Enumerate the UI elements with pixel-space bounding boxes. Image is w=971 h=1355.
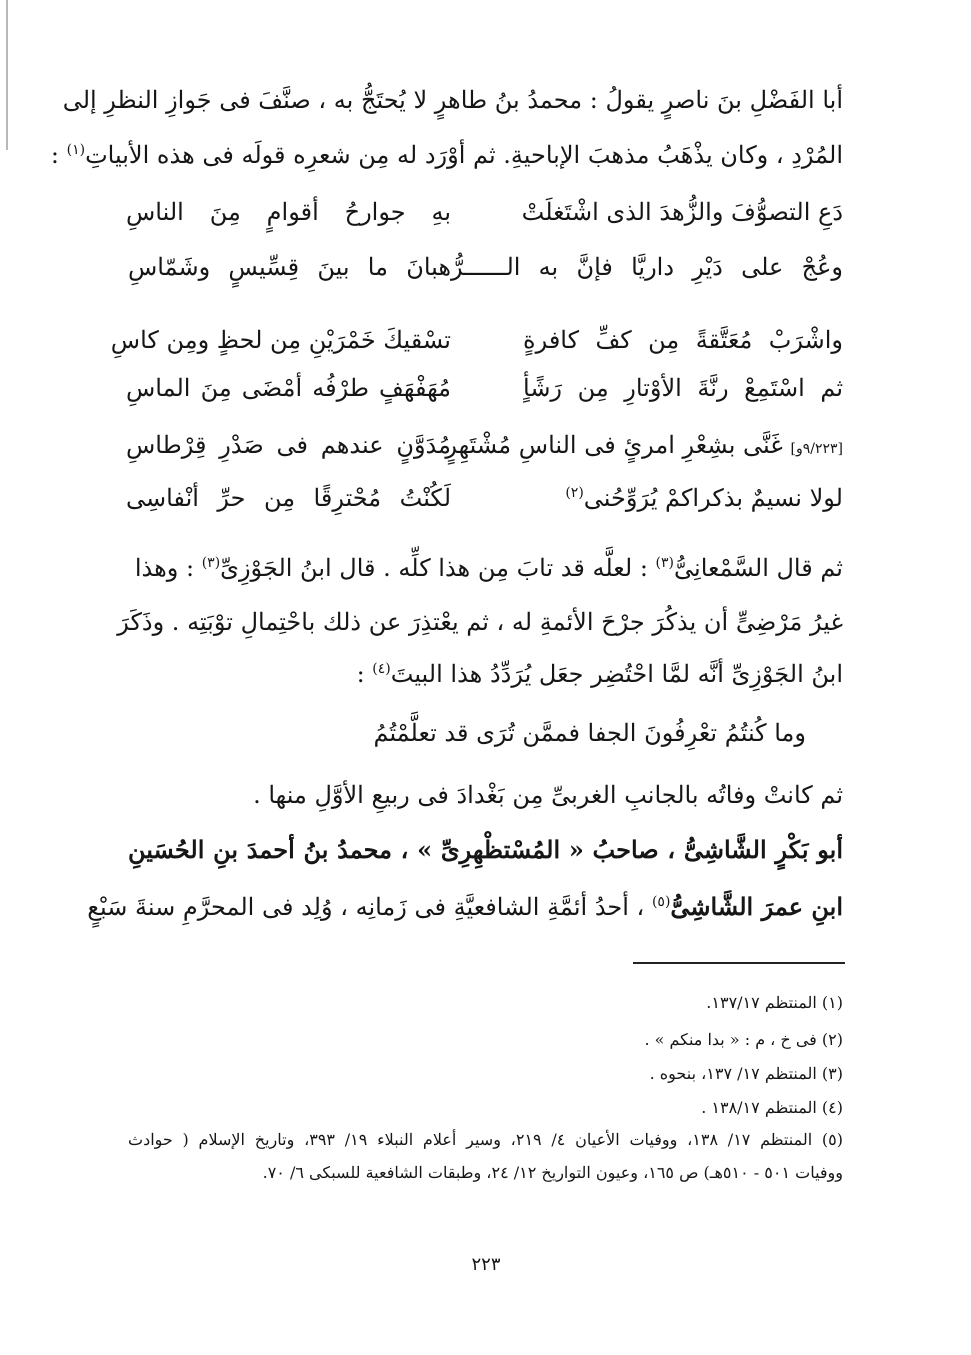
scan-edge-line: [6, 0, 8, 150]
footnote-5-line-2: ووفيات ٥٠١ - ٥١٠هـ) ص ١٦٥، وعيون التواريخ ١٢/ ٢٤، وطبقات الشافعية للسبكى ٦/ ٧٠.: [262, 1163, 843, 1182]
verse-6-first-hemistich: [523, 476, 843, 520]
entry-heading-line-1: أبو بَكْرٍ الشَّاشِىُّ ، صاحبُ « المُسْتظْهِرِىِّ » ، محمدُ بنُ أحمدَ بنِ الحُسَينِ: [128, 835, 843, 864]
verse-2: وعُجْ على دَيْرِ داريَّا فإنَّ به الــــــرُّهبانَ ما بينَ قِسِّيسٍ وشَمّاسِ: [128, 253, 843, 281]
text-span: غَنَّى بشِعْرِ امرئٍ فى الناسِ مُشْتَهِرٍ: [445, 431, 783, 459]
footnote-5-line-1: (٥) المنتظم ١٧/ ١٣٨، ووفيات الأعيان ٤/ ٢١٩، وسير أعلام النبلاء ١٩/ ٣٩٣، وتاريخ الإسلام ( حوادث: [128, 1130, 843, 1149]
footnote-ref: (١): [66, 142, 86, 158]
manuscript-folio-note: [٩/٢٢٣و]: [790, 441, 843, 457]
verse-4-second-hemistich: مُهَفْهَفٍ طرْفُه أمْضَى مِنَ الماسِ: [126, 374, 451, 402]
text-span: المُرْدِ ، وكان يذْهَبُ مذهبَ الإباحيةِ. ثم أوْرَد له مِن شعرِه قولَه فى هذه الأبياتِ: [85, 141, 843, 169]
verse-6-second-hemistich: لَكُنْتُ مُحْترِقًا مِن حرِّ أنْفاسِى: [126, 484, 451, 512]
footnote-ref: (٣): [655, 555, 675, 571]
verse-3-second-hemistich: تسْقيكَ خَمْرَيْنِ مِن لحظٍ ومِن كاسِ: [110, 326, 451, 354]
entry-name: ابنِ عمرَ الشَّاشِىُّ: [670, 892, 843, 921]
text-span: :: [50, 141, 67, 169]
verse-3-first-hemistich: واشْرَبْ مُعَتَّقةً مِن كفِّ كافرةٍ: [523, 326, 843, 354]
text-line-2: [50, 133, 843, 177]
text-line-5: [128, 652, 843, 696]
text-line-4: غيرُ مَرْضِىٍّ أن يذكُرَ جرْحَ الأئمةِ له ، ثم يعْتذِرَ عن ذلك باحْتِمالِ توْبَتِه . وذَكَرَ: [117, 608, 843, 636]
text-span: ، أحدُ أئمَّةِ الشافعيَّةِ فى زَمانِه ، وُلِد فى المحرَّمِ سنةَ سَبْعٍ: [87, 893, 652, 921]
footnote-4: (٤) المنتظم ١٣٨/١٧ .: [701, 1098, 843, 1117]
footnote-ref: (٤): [372, 661, 391, 677]
footnote-3: (٣) المنتظم ١٧/ ١٣٧، بنحوه .: [649, 1064, 843, 1083]
text-span: أبا الفَضْلِ بنَ ناصرٍ يقولُ : محمدُ بنُ طاهرٍ لا يُحتَجُّ به ، صنَّفَ فى جَوازِ النظرِ إلى: [62, 86, 843, 114]
verse-1-first-hemistich: دَعِ التصوُّفَ والزُّهدَ الذى اشْتَغلَتْ: [521, 198, 843, 226]
footnote-1: (١) المنتظم ١٣٧/١٧.: [706, 993, 843, 1012]
text-span: : وهذا: [134, 554, 202, 582]
text-line-6: ثم كانتْ وفاتُه بالجانبِ الغربىِّ مِن بَغْدادَ فى ربيعِ الأوَّلِ منها .: [253, 781, 843, 809]
verse-4-first-hemistich: ثم اسْتَمِعْ رنَّةَ الأوْتارِ مِن رَشًأٍ: [523, 374, 843, 402]
footnote-2: (٢) فى خ ، م : « بدا منكم » .: [644, 1030, 843, 1049]
text-span: ثم قال السَّمْعانِىُّ: [674, 554, 843, 582]
text-span: ابنُ الجَوْزِىِّ أنَّه لمَّا احْتُضِر جعَل يُرَدِّدُ هذا البيتَ: [390, 660, 843, 688]
verse-1-second-hemistich: بهِ جوارحُ أقوامٍ مِنَ الناسِ: [126, 198, 451, 226]
footnote-ref: (٥): [651, 894, 671, 910]
page-number: ٢٢٣: [471, 1254, 501, 1275]
text-line-3: [128, 546, 843, 590]
text-line-1: [62, 78, 843, 122]
text-span: :: [356, 660, 373, 688]
footnote-ref: (٣): [201, 555, 221, 571]
text-span: : لعلَّه قد تابَ مِن هذا كلِّه . قال ابنُ الجَوْزِىِّ: [220, 554, 656, 582]
verse-5-first-hemistich: [445, 423, 843, 467]
footnote-ref: (٢): [565, 485, 584, 501]
entry-heading-line-2: [87, 885, 843, 929]
footnote-separator: [633, 962, 845, 964]
verse-7: وما كُنتُمُ تعْرِفُونَ الجفا فممَّن تُرَى قد تعلَّمْتُمُ: [373, 719, 806, 747]
text-span: لولا نسيمٌ بذكراكمْ يُرَوِّحُنى: [583, 484, 843, 512]
verse-5-second-hemistich: مُدَوَّنٍ عندهم فى صَدْرِ قِرْطاسِ: [126, 431, 451, 459]
